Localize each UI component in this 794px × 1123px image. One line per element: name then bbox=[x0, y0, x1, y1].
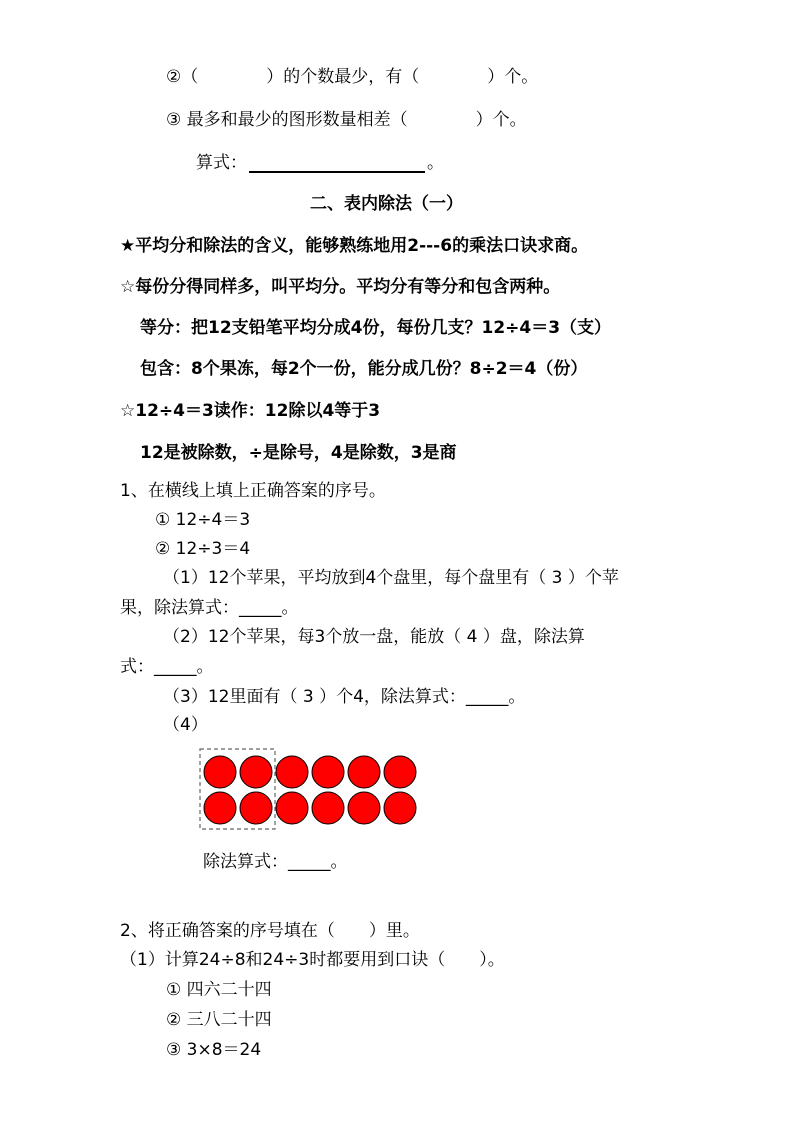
exercise-2-option-2: ② 三八二十四 bbox=[166, 1010, 272, 1030]
exercise-1-part-2b: 式：_____。 bbox=[120, 657, 214, 677]
red-circle bbox=[204, 792, 236, 824]
red-circle bbox=[276, 756, 308, 788]
formula-blank[interactable] bbox=[249, 153, 425, 173]
example-equal-division: 等分：把12支铅笔平均分成4份，每份几支？12÷4＝3（支） bbox=[140, 318, 612, 338]
exercise-2-title: 2、将正确答案的序号填在（ ）里。 bbox=[120, 921, 420, 941]
key-point-star: ★平均分和除法的含义，能够熟练地用2---6的乘法口诀求商。 bbox=[120, 236, 589, 256]
exercise-1-part-2a: （2）12个苹果，每3个放一盘，能放（ 4 ）盘，除法算 bbox=[163, 627, 585, 647]
question-difference: ③ 最多和最少的图形数量相差（ ）个。 bbox=[166, 110, 527, 130]
circle-grouping-figure bbox=[198, 748, 420, 830]
red-circle bbox=[384, 792, 416, 824]
red-circle bbox=[384, 756, 416, 788]
formula-line bbox=[196, 153, 444, 173]
exercise-2-option-1: ① 四六二十四 bbox=[166, 980, 272, 1000]
exercise-1-part-1a: （1）12个苹果，平均放到4个盘里，每个盘里有（ 3 ）个苹 bbox=[163, 568, 619, 588]
formula-label: 算式： bbox=[196, 153, 247, 173]
exercise-1-option-1: ① 12÷4＝3 bbox=[155, 510, 251, 530]
question-most-least: ②（ ）的个数最少，有（ ）个。 bbox=[166, 67, 539, 87]
exercise-1-part-1b: 果，除法算式：_____。 bbox=[120, 598, 299, 618]
exercise-1-option-2: ② 12÷3＝4 bbox=[155, 539, 251, 559]
exercise-2-question-1: （1）计算24÷8和24÷3时都要用到口诀（ ）。 bbox=[120, 950, 505, 970]
red-circle bbox=[240, 756, 272, 788]
red-circle bbox=[276, 792, 308, 824]
section-title: 二、表内除法（一） bbox=[310, 194, 463, 214]
definition-average: ☆每份分得同样多，叫平均分。平均分有等分和包含两种。 bbox=[120, 277, 561, 297]
example-grouping: 包含：8个果冻，每2个一份，能分成几份？8÷2＝4（份） bbox=[140, 359, 588, 379]
red-circle bbox=[204, 756, 236, 788]
red-circle bbox=[312, 756, 344, 788]
exercise-2-option-3: ③ 3×8＝24 bbox=[166, 1040, 262, 1060]
exercise-1-title: 1、在横线上填上正确答案的序号。 bbox=[120, 481, 386, 501]
red-circle bbox=[240, 792, 272, 824]
reading-rule: ☆12÷4＝3读作：12除以4等于3 bbox=[120, 401, 381, 421]
figure-formula-caption: 除法算式：_____。 bbox=[203, 852, 348, 872]
red-circle bbox=[348, 792, 380, 824]
exercise-1-part-4: （4） bbox=[163, 715, 208, 735]
red-circle bbox=[312, 792, 344, 824]
exercise-1-part-3: （3）12里面有（ 3 ）个4，除法算式：_____。 bbox=[163, 687, 526, 707]
division-parts: 12是被除数，÷是除号，4是除数，3是商 bbox=[140, 443, 457, 463]
red-circle bbox=[348, 756, 380, 788]
formula-end: 。 bbox=[427, 153, 444, 173]
